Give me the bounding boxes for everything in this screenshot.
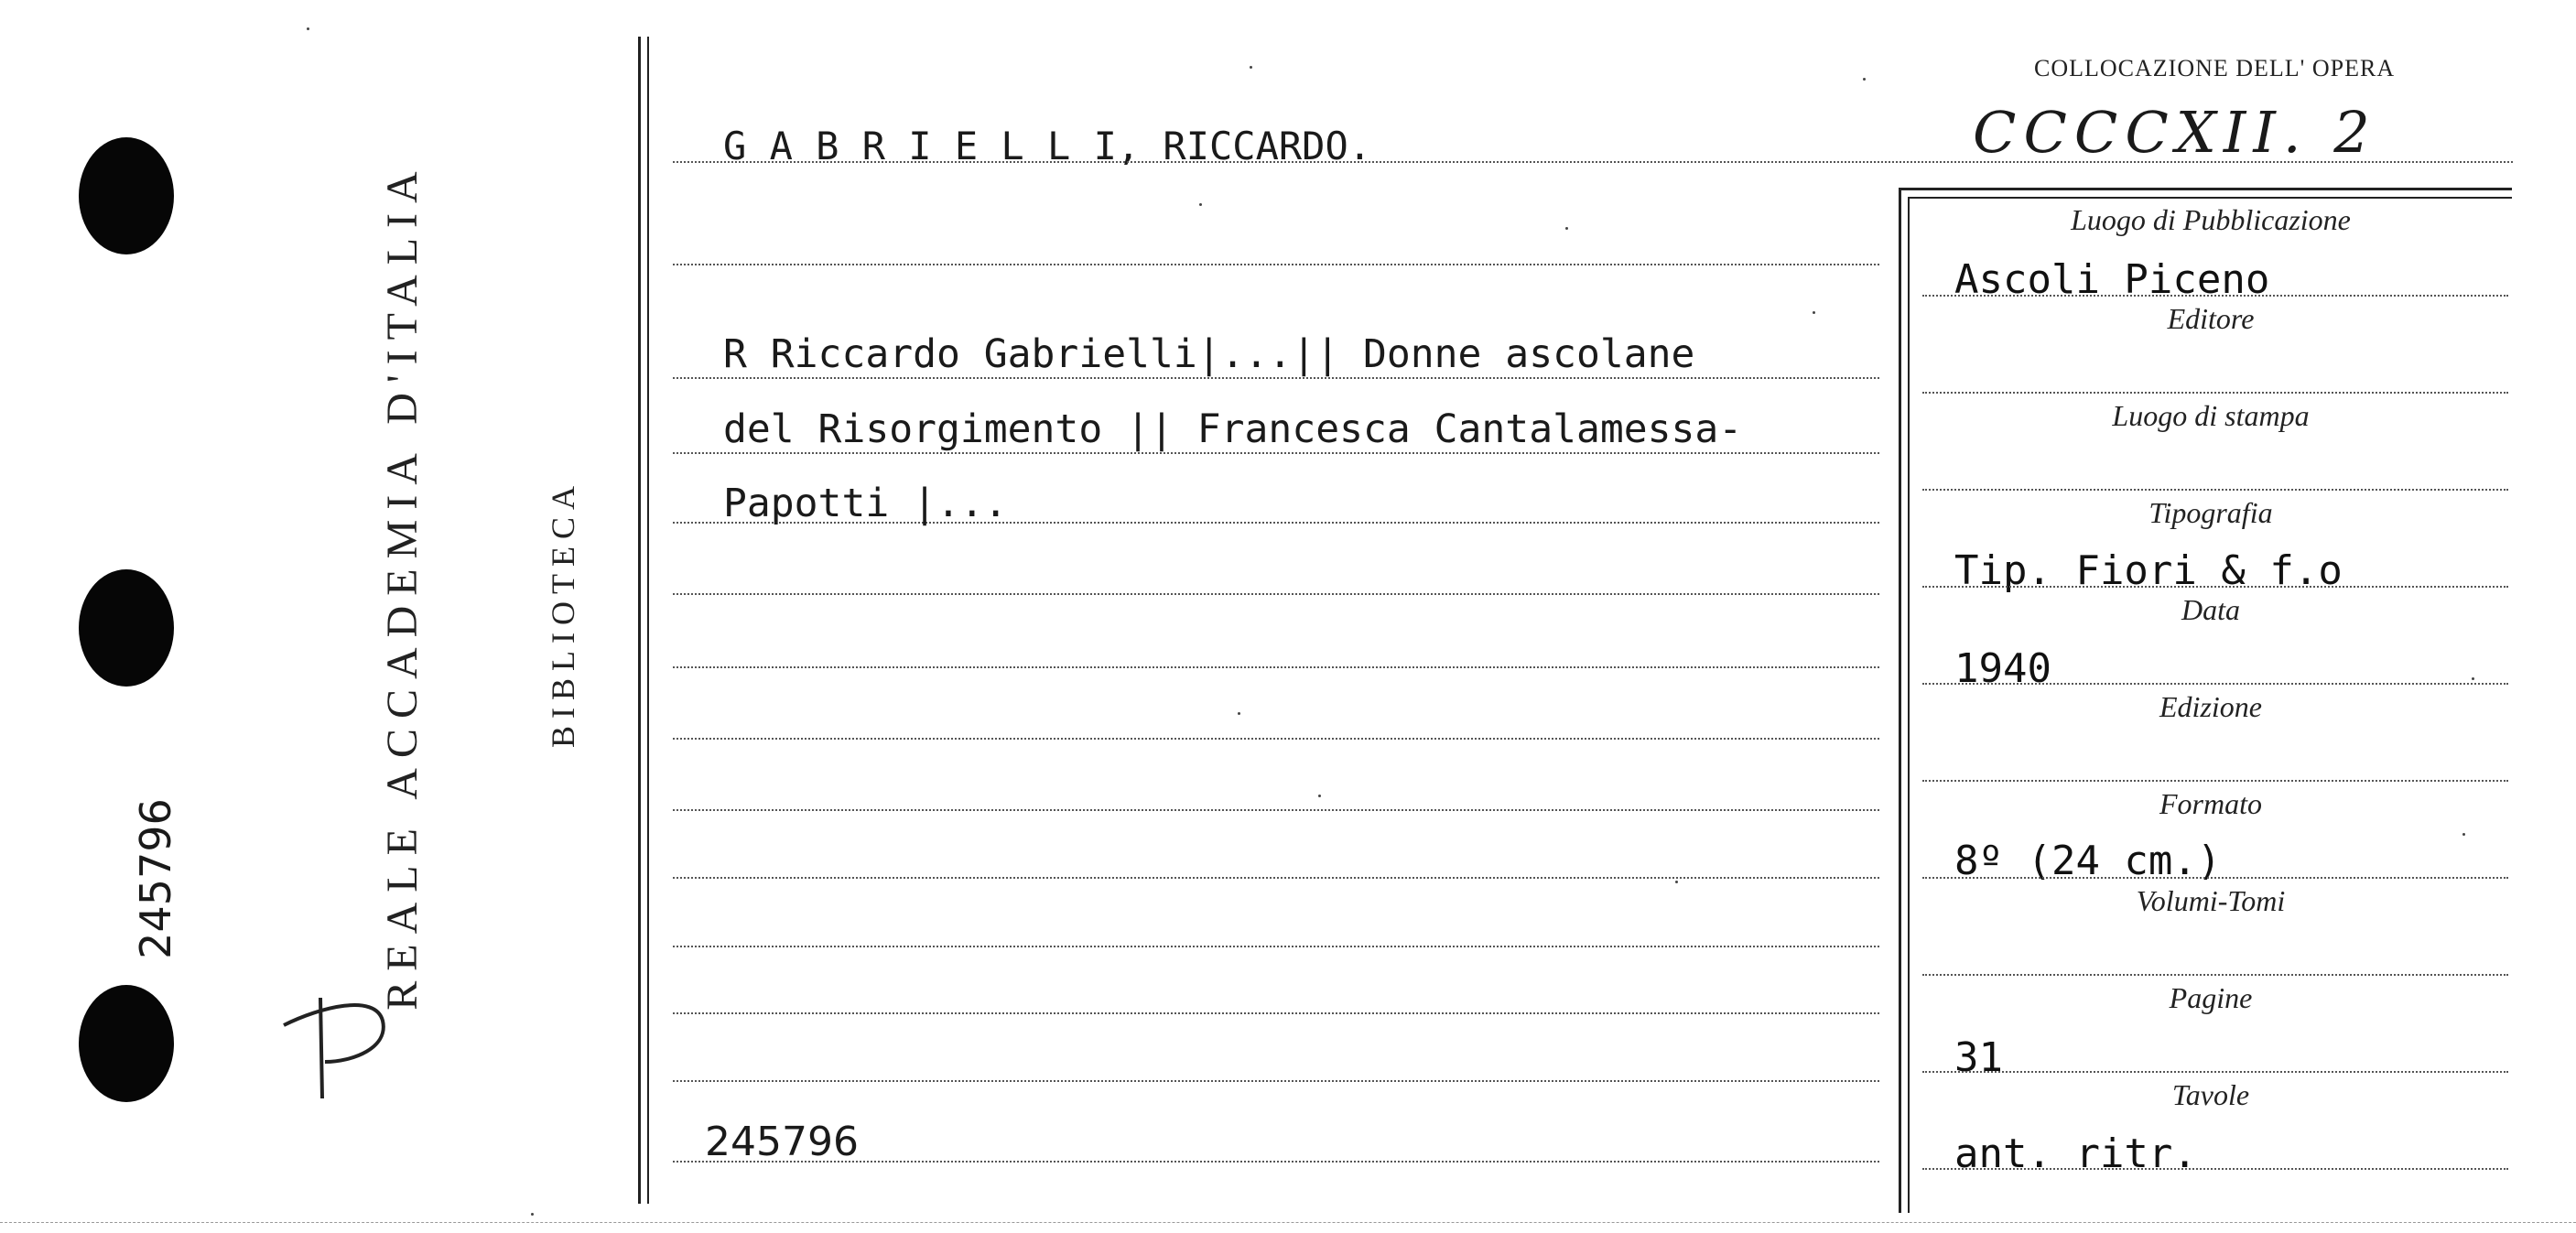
author-heading: G A B R I E L L I, RICCARDO. [723, 124, 1372, 168]
collocation-label: COLLOCAZIONE DELL' OPERA [2034, 55, 2396, 81]
punch-hole-top [79, 137, 174, 254]
ruled-line [673, 946, 1879, 947]
right-panel-rule-inner [1908, 197, 1910, 1213]
punch-hole-bottom [79, 985, 174, 1102]
right-panel-rule [1899, 188, 1901, 1213]
ruled-line [673, 593, 1879, 595]
speck [2462, 833, 2465, 836]
speck [1199, 203, 1202, 206]
field-value-tavole: ant. ritr. [1954, 1130, 2197, 1177]
ruled-line [1922, 295, 2508, 297]
right-panel-top-rule [1899, 188, 2512, 190]
ruled-line [673, 738, 1879, 740]
description-line-1: R Riccardo Gabrielli|...|| Donne ascolane [723, 331, 1695, 377]
card-bottom-edge [0, 1222, 2576, 1223]
inventory-number-bottom: 245796 [705, 1119, 859, 1165]
ruled-line [1922, 780, 2508, 782]
ruled-line [1922, 683, 2508, 685]
speck [1238, 712, 1240, 715]
field-label-edizione: Edizione [2159, 690, 2262, 723]
ruled-line [673, 161, 2513, 163]
ruled-line [1922, 974, 2508, 976]
punch-hole-middle [79, 569, 174, 687]
institution-name: REALE ACCADEMIA D'ITALIA [378, 161, 427, 1011]
left-double-rule-inner [647, 37, 649, 1204]
field-value-luogo-pubblicazione: Ascoli Piceno [1954, 256, 2270, 303]
speck [531, 1213, 534, 1216]
field-label-data: Data [2181, 593, 2240, 626]
speck [2472, 677, 2474, 680]
field-value-data: 1940 [1954, 645, 2051, 692]
speck [307, 27, 309, 30]
description-line-2: del Risorgimento || Francesca Cantalamessa- [723, 406, 1743, 452]
speck [1675, 881, 1678, 883]
field-label-luogo-pubblicazione: Luogo di Pubblicazione [2071, 203, 2351, 236]
field-value-pagine: 31 [1954, 1034, 2003, 1081]
ruled-line [673, 1012, 1879, 1014]
field-label-tipografia: Tipografia [2148, 496, 2273, 529]
ruled-line [1922, 392, 2508, 394]
field-value-tipografia: Tip. Fiori & f.o [1954, 547, 2343, 594]
speck [1318, 795, 1321, 797]
right-panel-top-rule-inner [1908, 197, 2512, 199]
speck [1813, 311, 1815, 314]
speck [1250, 66, 1252, 69]
ruled-line [1922, 1071, 2508, 1073]
field-label-pagine: Pagine [2169, 981, 2253, 1014]
field-label-editore: Editore [2167, 302, 2255, 335]
ruled-line [673, 1080, 1879, 1082]
field-label-volumi-tomi: Volumi-Tomi [2136, 884, 2286, 917]
ruled-line [673, 264, 1879, 265]
ruled-line [673, 877, 1879, 879]
speck [1565, 227, 1568, 230]
ruled-line [673, 666, 1879, 668]
field-label-tavole: Tavole [2171, 1078, 2250, 1111]
collocation-value: CCCCXII. 2 [1973, 99, 2377, 166]
ruled-line [1922, 489, 2508, 491]
left-double-rule [638, 37, 641, 1204]
field-label-formato: Formato [2159, 787, 2262, 820]
field-label-luogo-stampa: Luogo di stampa [2112, 399, 2310, 432]
side-inventory-number: 245796 [131, 798, 180, 959]
field-value-formato: 8º (24 cm.) [1954, 838, 2222, 884]
ruled-line [673, 809, 1879, 811]
description-line-3: Papotti |... [723, 481, 1008, 526]
ruled-line [1922, 586, 2508, 588]
ruled-line [1922, 877, 2508, 879]
library-label: BIBLIOTECA [545, 479, 581, 748]
ruled-line [673, 452, 1879, 454]
ruled-line [673, 377, 1879, 379]
ruled-line [1922, 1168, 2508, 1170]
speck [1863, 78, 1866, 81]
